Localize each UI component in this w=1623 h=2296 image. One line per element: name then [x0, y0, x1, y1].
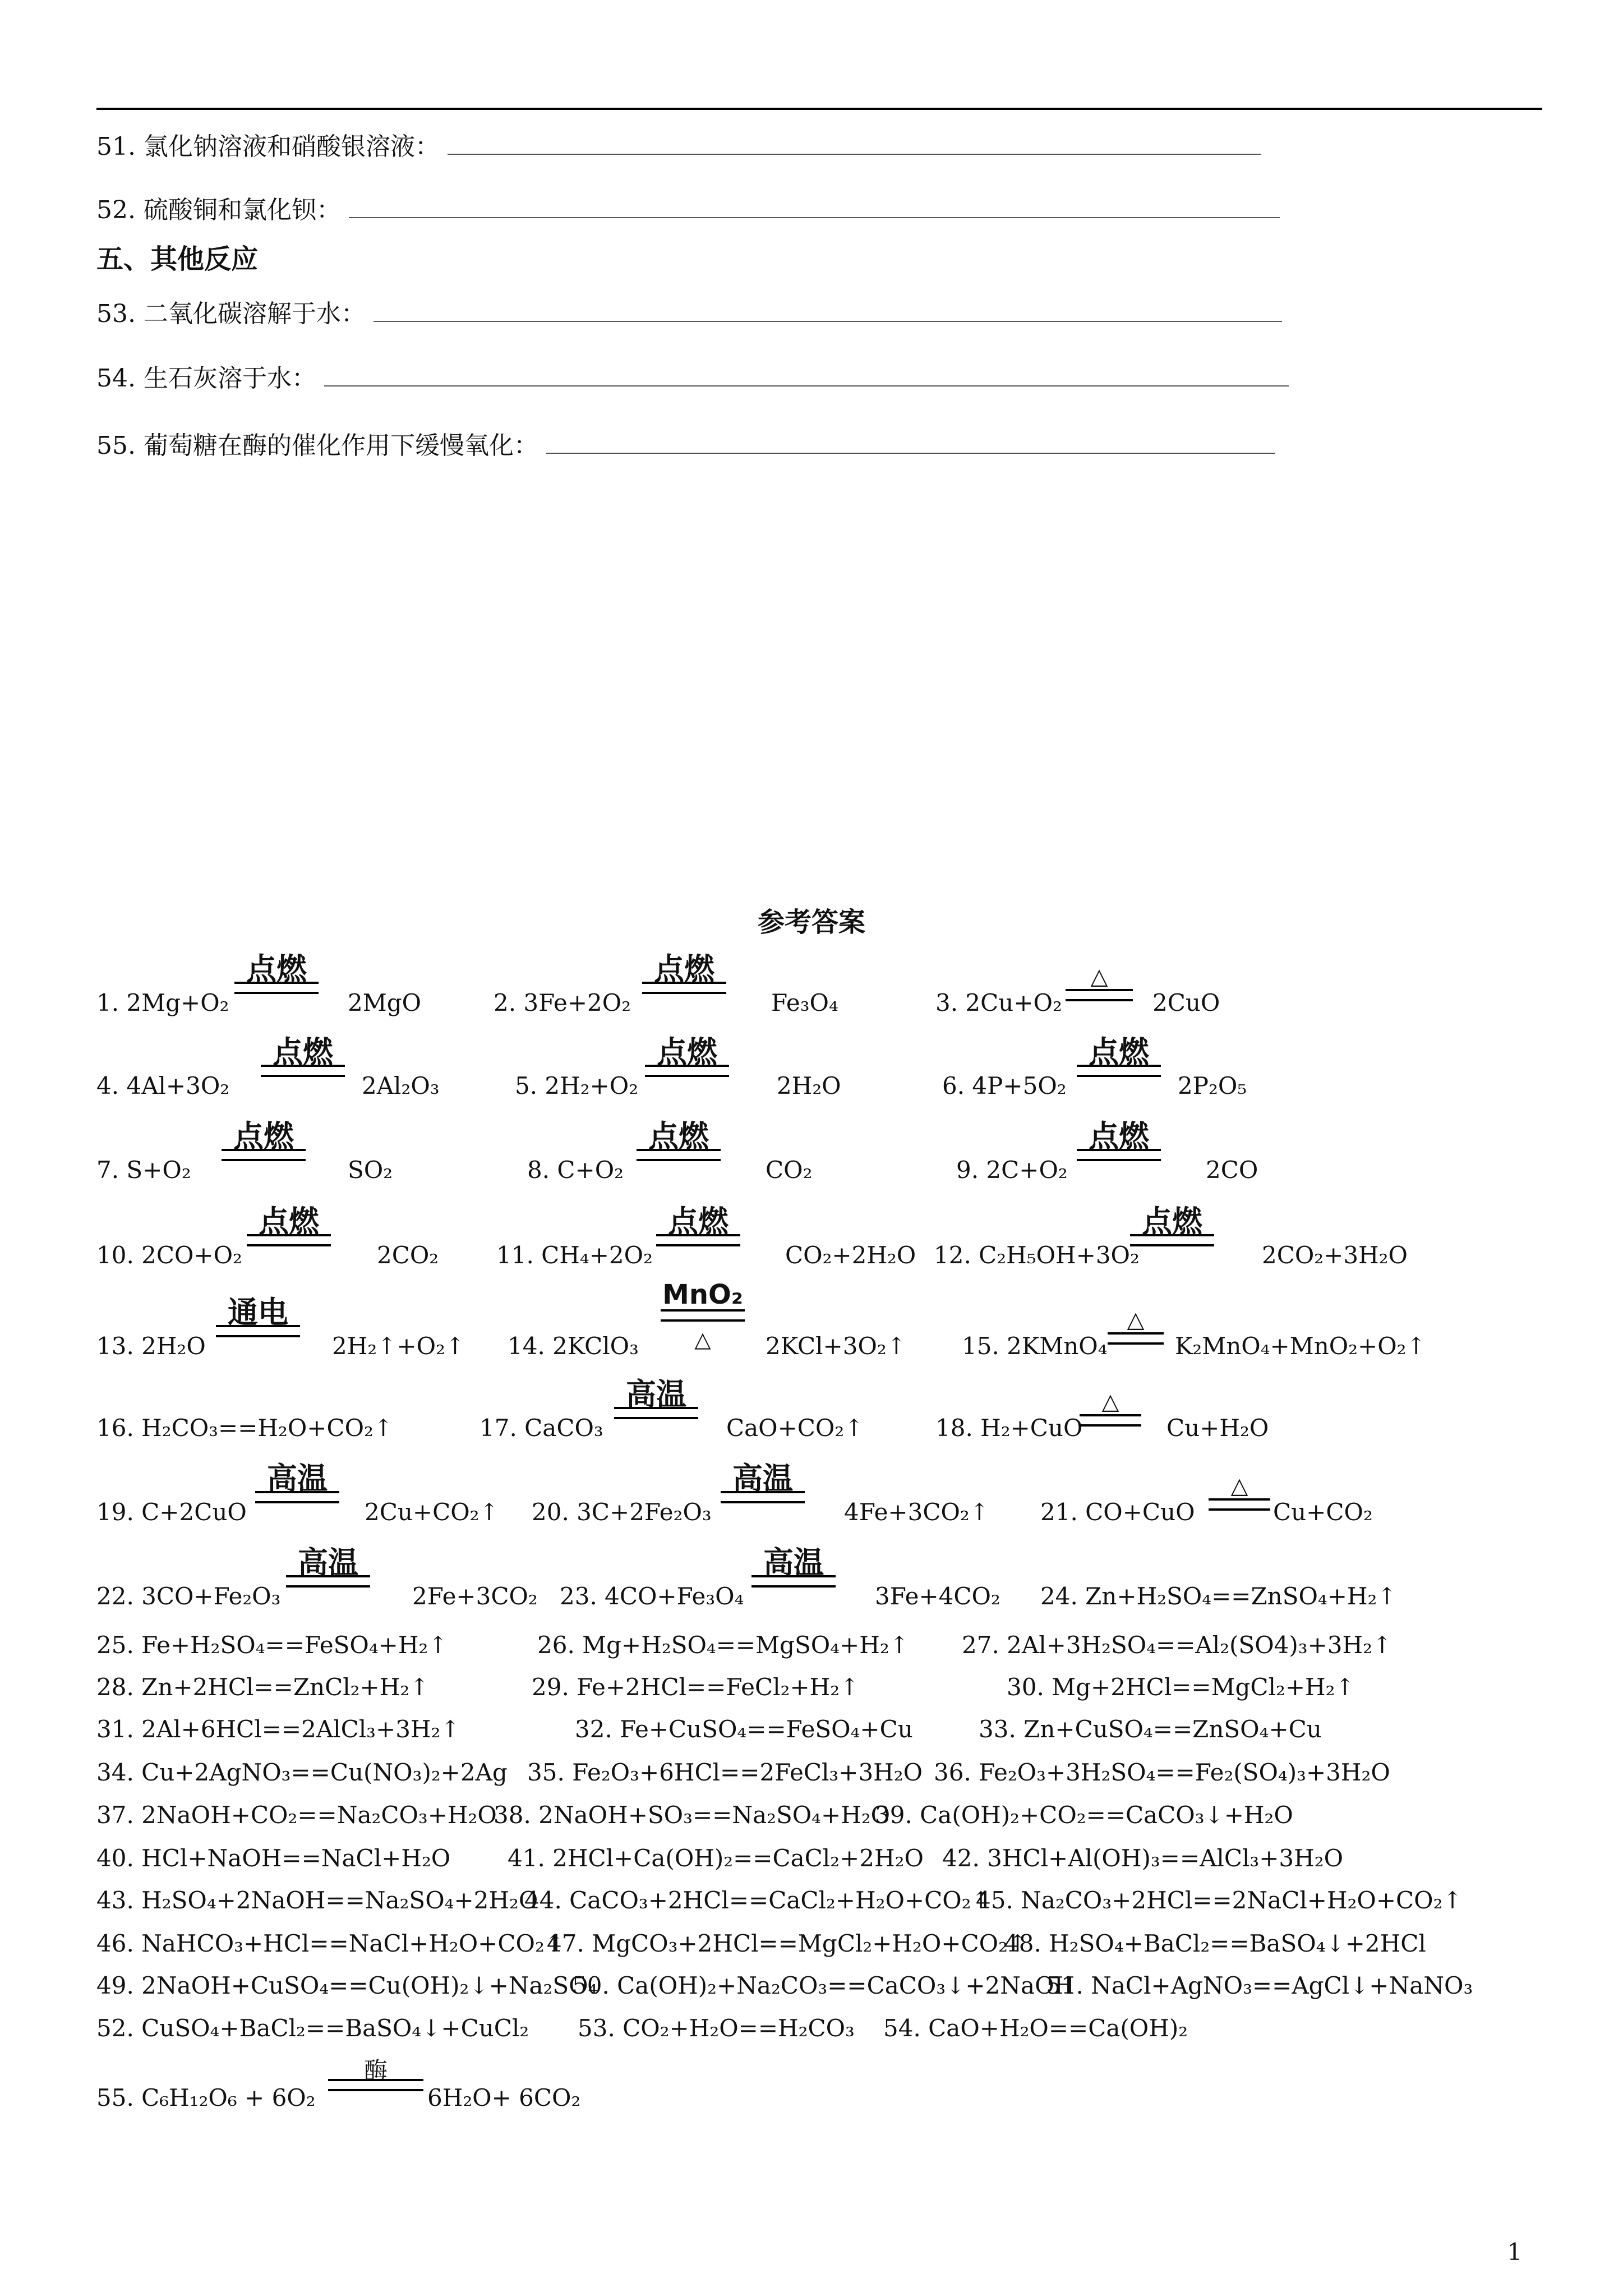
answer-8-right: CO₂ [766, 1156, 813, 1184]
answers-title: 参考答案 [757, 907, 865, 938]
answer-blank[interactable] [374, 302, 1282, 322]
answer-10-left: 10. 2CO+O₂ [96, 1241, 242, 1269]
answer-1-left: 1. 2Mg+O₂ [96, 989, 229, 1016]
condition-enzyme: 酶 [328, 2054, 423, 2088]
question-51 [96, 130, 1261, 164]
question-text: 53. 二氧化碳溶解于水： [96, 300, 366, 328]
condition-ignite: 点燃 [637, 1120, 721, 1153]
condition-mno2: MnO₂ △ [661, 1278, 745, 1312]
answer-40: 40. HCl+NaOH==NaCl+H₂O [96, 1844, 451, 1872]
answer-21-left: 21. CO+CuO [1040, 1498, 1195, 1526]
condition-ignite: 点燃 [656, 1205, 740, 1239]
condition-heat: △ [1080, 1382, 1141, 1419]
answer-55-left: 55. C₆H₁₂O₆ + 6O₂ [96, 2084, 316, 2111]
answer-3-right: 2CuO [1152, 989, 1220, 1016]
answer-28: 28. Zn+2HCl==ZnCl₂+H₂↑ [96, 1673, 430, 1701]
header-rule [96, 108, 1542, 110]
answer-6-right: 2P₂O₅ [1178, 1072, 1247, 1099]
answer-54: 54. CaO+H₂O==Ca(OH)₂ [883, 2014, 1188, 2042]
question-text: 52. 硫酸铜和氯化钡： [96, 196, 341, 224]
answer-46: 46. NaHCO₃+HCl==NaCl+H₂O+CO₂↑ [96, 1930, 564, 1957]
answer-22-left: 22. 3CO+Fe₂O₃ [96, 1582, 281, 1610]
condition-high-temp: 高温 [255, 1462, 339, 1496]
condition-high-temp: 高温 [721, 1462, 805, 1496]
answer-27: 27. 2Al+3H₂SO₄==Al₂(SO4)₃+3H₂↑ [962, 1631, 1393, 1659]
condition-ignite: 点燃 [1077, 1036, 1161, 1069]
answer-23-right: 3Fe+4CO₂ [875, 1582, 1000, 1610]
question-text: 54. 生石灰溶于水： [96, 364, 316, 393]
answer-41: 41. 2HCl+Ca(OH)₂==CaCl₂+2H₂O [508, 1844, 924, 1872]
answer-37: 37. 2NaOH+CO₂==Na₂CO₃+H₂O [96, 1801, 497, 1829]
question-53 [96, 297, 1282, 331]
answer-17-left: 17. CaCO₃ [479, 1414, 603, 1442]
answer-5-left: 5. 2H₂+O₂ [515, 1072, 639, 1099]
answer-48: 48. H₂SO₄+BaCl₂==BaSO₄↓+2HCl [1004, 1930, 1426, 1957]
answer-4-left: 4. 4Al+3O₂ [96, 1072, 230, 1099]
answer-30: 30. Mg+2HCl==MgCl₂+H₂↑ [1007, 1673, 1355, 1701]
answer-26: 26. Mg+H₂SO₄==MgSO₄+H₂↑ [537, 1631, 909, 1659]
question-54 [96, 362, 1289, 395]
answer-17-right: CaO+CO₂↑ [726, 1414, 864, 1442]
answer-14-left: 14. 2KClO₃ [508, 1332, 639, 1360]
answer-blank[interactable] [349, 198, 1280, 218]
answer-18-left: 18. H₂+CuO [935, 1414, 1083, 1442]
answer-13-right: 2H₂↑+O₂↑ [332, 1332, 465, 1360]
question-text: 51. 氯化钠溶液和硝酸银溶液： [96, 132, 440, 161]
question-52 [96, 194, 1280, 227]
answer-51: 51. NaCl+AgNO₃==AgCl↓+NaNO₃ [1046, 1972, 1473, 1999]
answer-42: 42. 3HCl+Al(OH)₃==AlCl₃+3H₂O [942, 1844, 1344, 1872]
answer-15-left: 15. 2KMnO₄ [962, 1332, 1108, 1360]
answer-13-left: 13. 2H₂O [96, 1332, 206, 1360]
condition-ignite: 点燃 [642, 953, 726, 986]
answer-12-left: 12. C₂H₅OH+3O₂ [934, 1241, 1140, 1269]
answer-blank[interactable] [546, 434, 1275, 454]
answer-1-right: 2MgO [348, 989, 422, 1016]
condition-high-temp: 高温 [286, 1546, 370, 1580]
answer-44: 44. CaCO₃+2HCl==CaCl₂+H₂O+CO₂↑ [524, 1887, 991, 1914]
answer-47: 47. MgCO₃+2HCl==MgCl₂+H₂O+CO₂↑ [547, 1930, 1028, 1957]
condition-ignite: 点燃 [1077, 1120, 1161, 1153]
answer-31: 31. 2Al+6HCl==2AlCl₃+3H₂↑ [96, 1715, 460, 1743]
question-text: 55. 葡萄糖在酶的催化作用下缓慢氧化： [96, 431, 538, 460]
answer-49: 49. 2NaOH+CuSO₄==Cu(OH)₂↓+Na₂SO₄ [96, 1972, 598, 1999]
answer-10-right: 2CO₂ [377, 1241, 439, 1269]
answer-53: 53. CO₂+H₂O==H₂CO₃ [578, 2014, 855, 2042]
answer-24: 24. Zn+H₂SO₄==ZnSO₄+H₂↑ [1040, 1582, 1397, 1610]
answer-2-right: Fe₃O₄ [771, 989, 838, 1016]
condition-heat: △ [1108, 1300, 1164, 1337]
answer-12-right: 2CO₂+3H₂O [1262, 1241, 1408, 1269]
condition-ignite: 点燃 [234, 953, 319, 986]
answer-45: 45. Na₂CO₃+2HCl==2NaCl+H₂O+CO₂↑ [976, 1887, 1463, 1914]
answer-11-right: CO₂+2H₂O [785, 1241, 916, 1269]
answer-19-right: 2Cu+CO₂↑ [365, 1498, 499, 1526]
answer-14-right: 2KCl+3O₂↑ [766, 1332, 906, 1360]
answer-8-left: 8. C+O₂ [527, 1156, 624, 1184]
page-number: 1 [1507, 2238, 1522, 2266]
answer-blank[interactable] [324, 366, 1289, 386]
condition-heat: △ [1209, 1466, 1270, 1503]
answer-7-right: SO₂ [348, 1156, 393, 1184]
answer-2-left: 2. 3Fe+2O₂ [494, 989, 631, 1016]
answer-18-right: Cu+H₂O [1166, 1414, 1269, 1442]
answer-11-left: 11. CH₄+2O₂ [496, 1241, 653, 1269]
answer-39: 39. Ca(OH)₂+CO₂==CaCO₃↓+H₂O [875, 1801, 1293, 1829]
answer-34: 34. Cu+2AgNO₃==Cu(NO₃)₂+2Ag [96, 1759, 508, 1786]
answer-20-right: 4Fe+3CO₂↑ [844, 1498, 989, 1526]
answer-7-left: 7. S+O₂ [96, 1156, 191, 1184]
answer-blank[interactable] [448, 135, 1261, 155]
answer-3-left: 3. 2Cu+O₂ [935, 989, 1062, 1016]
answer-19-left: 19. C+2CuO [96, 1498, 247, 1526]
answer-16: 16. H₂CO₃==H₂O+CO₂↑ [96, 1414, 394, 1442]
answer-35: 35. Fe₂O₃+6HCl==2FeCl₃+3H₂O [527, 1759, 923, 1786]
condition-high-temp: 高温 [751, 1546, 836, 1580]
answer-50: 50. Ca(OH)₂+Na₂CO₃==CaCO₃↓+2NaOH [572, 1972, 1075, 1999]
answer-4-right: 2Al₂O₃ [362, 1072, 440, 1099]
answer-52: 52. CuSO₄+BaCl₂==BaSO₄↓+CuCl₂ [96, 2014, 529, 2042]
condition-ignite: 点燃 [261, 1036, 345, 1069]
answer-15-right: K₂MnO₄+MnO₂+O₂↑ [1175, 1332, 1426, 1360]
condition-ignite: 点燃 [247, 1205, 331, 1239]
section-title: 五、其他反应 [96, 243, 259, 275]
answer-38: 38. 2NaOH+SO₃==Na₂SO₄+H₂O [494, 1801, 891, 1829]
question-55 [96, 429, 1275, 463]
condition-high-temp: 高温 [614, 1378, 698, 1411]
answer-5-right: 2H₂O [777, 1072, 841, 1099]
condition-ignite: 点燃 [645, 1036, 729, 1069]
condition-electric: 通电 [216, 1296, 300, 1329]
answer-23-left: 23. 4CO+Fe₃O₄ [560, 1582, 744, 1610]
answer-21-right: Cu+CO₂ [1273, 1498, 1373, 1526]
answer-32: 32. Fe+CuSO₄==FeSO₄+Cu [575, 1715, 913, 1743]
heat-icon: △ [694, 1327, 711, 1352]
answer-9-left: 9. 2C+O₂ [956, 1156, 1068, 1184]
answer-29: 29. Fe+2HCl==FeCl₂+H₂↑ [532, 1673, 860, 1701]
condition-heat: △ [1066, 957, 1133, 993]
condition-ignite: 点燃 [1130, 1205, 1214, 1239]
condition-ignite: 点燃 [222, 1120, 306, 1153]
answer-36: 36. Fe₂O₃+3H₂SO₄==Fe₂(SO₄)₃+3H₂O [934, 1759, 1390, 1786]
answer-33: 33. Zn+CuSO₄==ZnSO₄+Cu [979, 1715, 1322, 1743]
answer-20-left: 20. 3C+2Fe₂O₃ [532, 1498, 712, 1526]
answer-6-left: 6. 4P+5O₂ [942, 1072, 1067, 1099]
answer-9-right: 2CO [1206, 1156, 1258, 1184]
answer-25: 25. Fe+H₂SO₄==FeSO₄+H₂↑ [96, 1631, 448, 1659]
answer-55-right: 6H₂O+ 6CO₂ [427, 2084, 581, 2111]
answer-22-right: 2Fe+3CO₂ [412, 1582, 538, 1610]
answer-43: 43. H₂SO₄+2NaOH==Na₂SO₄+2H₂O [96, 1887, 538, 1914]
